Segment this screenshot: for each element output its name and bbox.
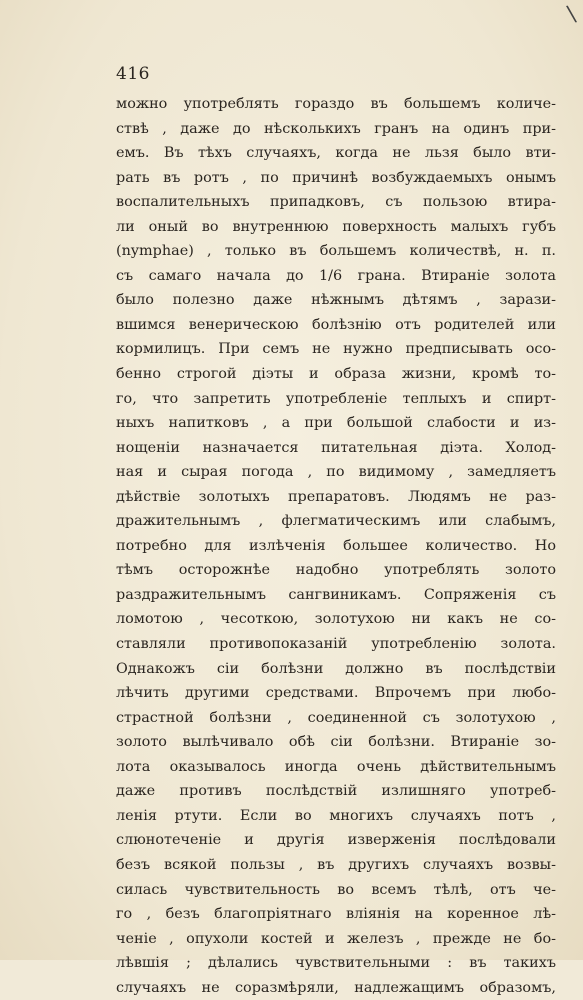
- text-line: го , безъ благопріятнаго вліянія на коренное лѣ-: [116, 906, 556, 923]
- text-line: дражительнымъ , флегматическимъ или слабымъ,: [116, 513, 556, 530]
- text-line: ли оный во внутреннюю поверхность малыхъ губъ: [116, 218, 556, 235]
- text-line: случаяхъ не соразмѣряли, надлежащимъ образомъ,: [116, 979, 556, 996]
- text-line: слюнотеченіе и другія изверженія послѣдовали: [116, 832, 556, 849]
- text-line: можно употреблять гораздо въ большемъ количе-: [116, 96, 556, 112]
- text-line: ствѣ , даже до нѣсколькихъ гранъ на одинъ при-: [116, 120, 556, 137]
- text-line: съ самаго начала до 1/6 грана. Втираніе золота: [116, 267, 556, 284]
- text-line: ставляли противопоказаній употребленію золота.: [116, 636, 556, 653]
- text-line: вшимся венерическою болѣзнію отъ родителей или: [116, 316, 556, 333]
- text-line: раздражительнымъ сангвиникамъ. Сопряженія съ: [116, 586, 556, 603]
- text-line: (nymphae) , только въ большемъ количествѣ, н. п.: [116, 243, 556, 260]
- text-line: ленія ртути. Если во многихъ случаяхъ потъ ,: [116, 807, 556, 824]
- text-line: рать въ ротъ , по причинѣ возбуждаемыхъ онымъ: [116, 169, 556, 186]
- text-line: ломотою , чесоткою, золотухою ни какъ не со-: [116, 611, 556, 628]
- text-line: Однакожъ сіи болѣзни должно въ послѣдствіи: [116, 660, 556, 677]
- text-line: лота оказывалось иногда очень дѣйствительнымъ: [116, 758, 556, 775]
- text-line: потребно для излѣченія большее количество. Но: [116, 537, 556, 554]
- text-line: силась чувствительность во всемъ тѣлѣ, отъ че-: [116, 881, 556, 898]
- text-line: кормилицъ. При семъ не нужно предписывать осо-: [116, 341, 556, 358]
- text-line: бенно строгой діэты и образа жизни, кромѣ то-: [116, 366, 556, 383]
- text-line: емъ. Въ тѣхъ случаяхъ, когда не льзя было вти-: [116, 145, 556, 162]
- text-line: ченіе , опухоли костей и железъ , прежде не бо-: [116, 930, 556, 947]
- text-line: золото вылѣчивало обѣ сіи болѣзни. Втираніе зо-: [116, 734, 556, 751]
- text-line: го, что запретить употребленіе теплыхъ и спирт-: [116, 390, 556, 407]
- text-line: дѣйствіе золотыхъ препаратовъ. Людямъ не раз-: [116, 488, 556, 505]
- text-line: лѣчить другими средствами. Впрочемъ при любо-: [116, 685, 556, 702]
- text-line: нощеніи назначается питательная діэта. Холод-: [116, 439, 556, 456]
- text-line: безъ всякой пользы , въ другихъ случаяхъ возвы-: [116, 856, 556, 873]
- text-line: лѣвшія ; дѣлались чувствительными : въ такихъ: [116, 955, 556, 972]
- text-line: ныхъ напитковъ , а при большой слабости и из-: [116, 415, 556, 432]
- corner-mark: \: [565, 1, 578, 28]
- text-line: ная и сырая погода , по видимому , замедляетъ: [116, 464, 556, 481]
- text-line: страстной болѣзни , соединенной съ золотухою ,: [116, 709, 556, 726]
- text-line: тѣмъ осторожнѣе надобно употреблять золото: [116, 562, 556, 579]
- text-line: воспалительныхъ припадковъ, съ пользою втира-: [116, 194, 556, 211]
- text-line: даже противъ послѣдствій излишняго употреб-: [116, 783, 556, 800]
- text-line: было полезно даже нѣжнымъ дѣтямъ , зарази-: [116, 292, 556, 309]
- page-number: 416: [116, 64, 150, 84]
- body-text: [116, 92, 556, 1000]
